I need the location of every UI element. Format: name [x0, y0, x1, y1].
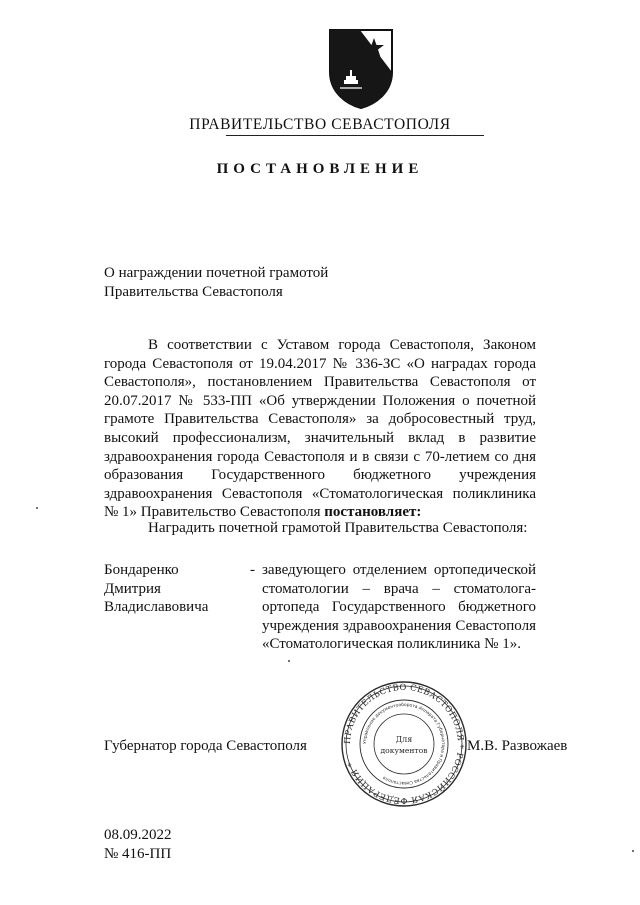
subject-line-2: Правительства Севастополя [104, 284, 283, 300]
sevastopol-coat-of-arms-icon [326, 26, 396, 110]
preamble-text: В соответствии с Уставом города Севастополя, Законом города Севастополя от 19.04.2017 № 336-ЗС «О наградах города Севастополя», постановлением Правительства Севастополя от 20.07.2017 № 533-ПП «Об утверждении Положения о почетной грамоте Правительства Севастополя» за добросовестный труд, высокий профессионализм, значительный вклад в развитие здравоохранения города Севастополя и в связи с 70-летием со дня образования Государственного бюджетного учреждения здравоохранения Севастополя «Стоматологическая поликлиника № 1» Правительство Севастополя [104, 337, 536, 521]
document-subject [104, 264, 328, 302]
award-statement: Наградить почетной грамотой Правительства Севастополя: [148, 520, 528, 536]
seal-outer-text: ПРАВИТЕЛЬСТВО СЕВАСТОПОЛЯ * РОССИЙСКАЯ ФЕДЕРАЦИЯ * [341, 681, 467, 807]
organization-title: ПРАВИТЕЛЬСТВО СЕВАСТОПОЛЯ [189, 116, 451, 133]
document-type-heading: ПОСТАНОВЛЕНИЕ [216, 161, 424, 177]
recipient-position: заведующего отделением ортопедической стоматологии – врача – стоматолога-ортопеда Государственного бюджетного учреждения здравоохранения Севастополя «Стоматологическая поликлиника № 1». [262, 562, 536, 653]
seal-inner-text: Управление документооборота Аппарата Губернатора и Правительства Севастополя [362, 702, 446, 786]
document-number: № 416-ПП [104, 846, 172, 862]
recipient-name [104, 561, 244, 617]
seal-center-line-2: документов [380, 746, 428, 755]
organization-underline [226, 135, 484, 136]
scan-speck [632, 850, 634, 852]
subject-line-1: О награждении почетной грамотой [104, 265, 329, 281]
recipient-dash: - [250, 562, 255, 578]
official-seal-stamp [340, 680, 468, 808]
signer-post: Губернатор города Севастополя [104, 738, 307, 754]
preamble-paragraph [104, 336, 536, 522]
seal-center-line-1: Для [395, 735, 413, 744]
scan-speck [36, 507, 38, 509]
document-date: 08.09.2022 [104, 827, 172, 843]
preamble-emphasis: постановляет: [324, 504, 422, 521]
recipient-patronymic: Владиславовича [104, 599, 209, 616]
scan-speck [288, 660, 290, 662]
recipient-first-name: Дмитрия [104, 580, 161, 597]
recipient-surname: Бондаренко [104, 562, 179, 578]
signer-name: М.В. Развожаев [467, 738, 568, 754]
